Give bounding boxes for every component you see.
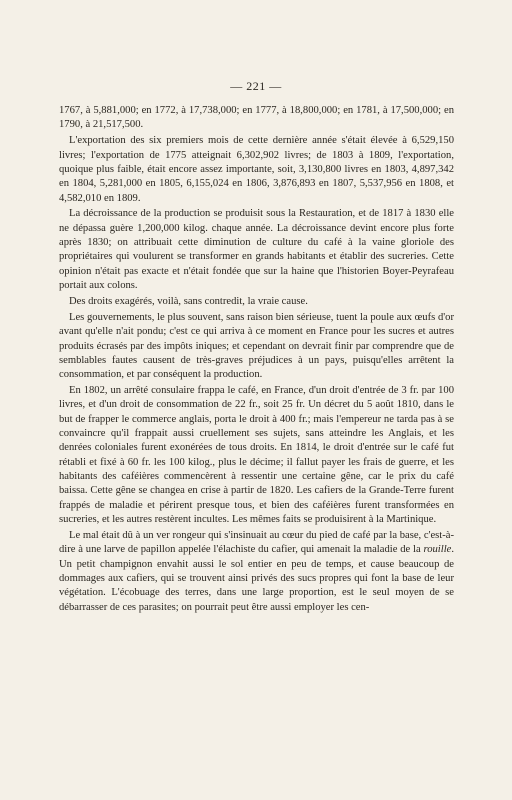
italic-term: rouille (423, 544, 452, 556)
body-text (59, 104, 454, 617)
paragraph-1: 1767, à 5,881,000; en 1772, à 17,738,000; en 1777, à 18,800,000; en 1781, à 17,500,000; en 1790, à 21,517,500. (59, 105, 454, 131)
paragraph-3: La décroissance de la production se produisit sous la Restauration, et de 1817 à 1830 elle ne dépassa guère 1,200,000 kilog. chaque année. La décroissance devint encore plus forte après 1830; on attribuait cette diminution de culture du café à la vaine gloriole des propriétaires qui voulurent se transformer en grands habitants et établir des sucreries. Cette opinion n'était pas exacte et n'était fondée que sur la haine que l'historien Boyer-Peyrafeau portait aux colons. (59, 208, 454, 292)
paragraph-7 (59, 529, 454, 615)
paragraph-6: En 1802, un arrêté consulaire frappa le café, en France, d'un droit d'entrée de 3 fr. par 100 livres, et d'un droit de consommation de 22 fr., soit 25 fr. Un décret du 5 août 1810, dans le but de frapper le commerce anglais, porta le droit à 400 fr.; mais l'empereur ne tarda pas à se convaincre qu'il frappait aussi cruellement ses sujets, sans atteindre les Anglais, et les denrées coloniales furent exonérées de tous droits. En 1814, le droit d'entrée sur le café fut rétabli et fixé à 60 fr. les 100 kilog., plus le décime; il fallut payer les frais de guerre, et les habitants des caféières commencèrent à ressentir une certaine gêne, car le prix du café baissa. Cette gêne se changea en crise à partir de 1820. Les cafiers de la Grande-Terre furent frappés de maladie et périrent presque tous, et bien des caféières furent transformées en sucreries, et les autres restèrent incultes. Les mêmes faits se produisirent à la Martinique. (59, 385, 454, 526)
paragraph-5: Les gouvernements, le plus souvent, sans raison bien sérieuse, tuent la poule aux œufs d'or avant qu'elle n'ait pondu; c'est ce qui arriva à ce moment en France pour les sucres et autres produits écrasés par des impôts iniques; et cependant on devrait finir par comprendre que de semblables fautes causent de très-graves préjudices à un pays, puisqu'elles arrêtent la consommation, et par conséquent la production. (59, 311, 454, 381)
paragraph-7-text-before: Le mal était dû à un ver rongeur qui s'insinuait au cœur du pied de café par la base, c'est-à-dire à une larve de papillon appelée l'élachiste du cafier, qui amenait la maladie de la (59, 529, 454, 556)
page-number: — 221 — (230, 79, 282, 93)
paragraph-7-text-after: . Un petit champignon envahit aussi le sol entier en peu de temps, et cause beaucoup de dommages aux cafiers, qui se trouvent ainsi privés des sucs propres qui font la base de leur végétation. L'écobuage des terres, dans une large proportion, est le seul moyen de se débarrasser de ces parasites; on pourrait peut être aussi employer les cen- (59, 544, 454, 613)
paragraph-4: Des droits exagérés, voilà, sans contredit, la vraie cause. (69, 295, 308, 307)
paragraph-2: L'exportation des six premiers mois de cette dernière année s'était élevée à 6,529,150 livres; l'exportation de 1775 atteignait 6,302,902 livres; de 1803 à 1809, l'exportation, quoique plus faible, était encore assez importante, soit, 3,130,800 livres en 1803, 4,897,342 en 1804, 5,281,000 en 1805, 6,155,024 en 1806, 3,876,893 en 1807, 5,537,956 en 1808, et 4,582,010 en 1809. (59, 135, 454, 204)
